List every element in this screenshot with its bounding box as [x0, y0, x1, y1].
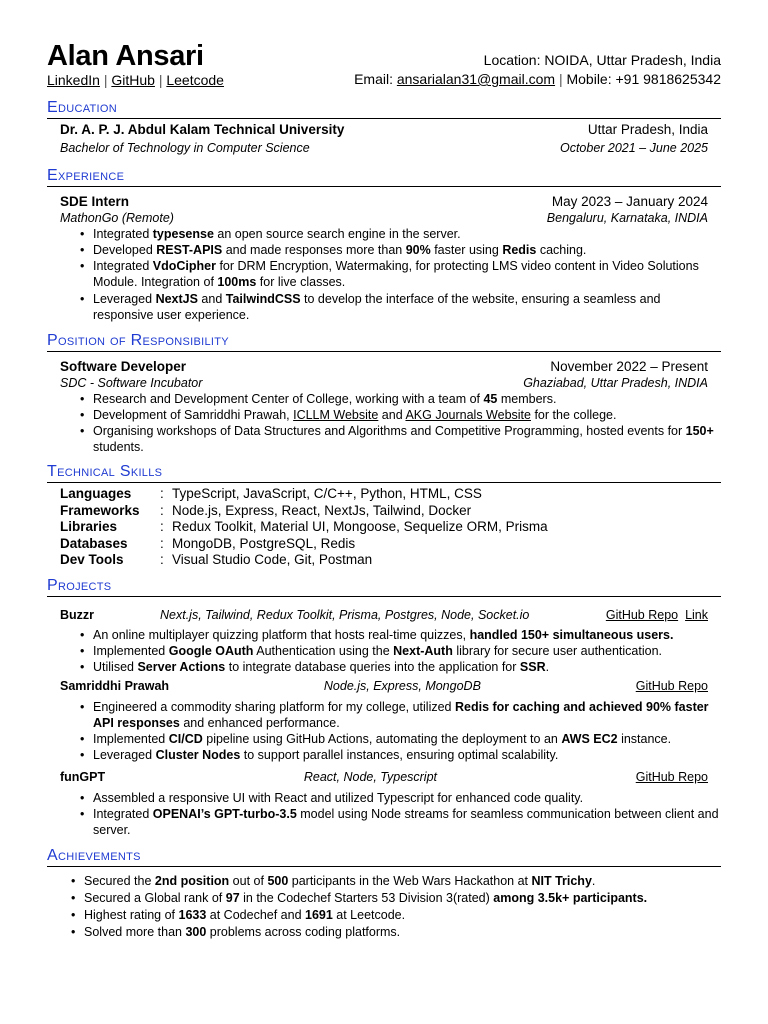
skill-category: Frameworks: [60, 502, 140, 518]
experience-detail-row: [60, 210, 708, 226]
list-item: • Implemented Google OAuth Authentication using the Next-Auth library for secure user authentication.: [93, 643, 721, 659]
github-repo-link[interactable]: GitHub Repo: [635, 769, 708, 784]
link-separator: |: [103, 72, 108, 88]
project-name: funGPT: [60, 769, 106, 784]
header: [47, 40, 721, 92]
skill-category: Languages: [60, 486, 132, 501]
list-item: • Developed REST-APIS and made responses more than 90% faster using Redis caching.: [93, 242, 721, 258]
education-dates: October 2021 – June 2025: [559, 141, 708, 155]
por-row: [60, 358, 708, 375]
skill-colon: :: [160, 502, 164, 518]
company: MathonGo (Remote): [60, 211, 174, 225]
contact-line: [354, 70, 721, 89]
por-role: Software Developer: [60, 359, 187, 374]
prawah-bullets: [47, 699, 721, 763]
por-entry: [47, 358, 721, 391]
skill-values: Redux Toolkit, Material UI, Mongoose, Sequelize ORM, Prisma: [172, 519, 548, 534]
github-link[interactable]: GitHub: [111, 72, 155, 88]
education-row: [60, 121, 708, 138]
project-prawah-header: [47, 678, 721, 695]
por-detail-row: [60, 375, 708, 391]
skill-category: Databases: [60, 535, 128, 551]
skill-row: [60, 486, 721, 503]
resume-page: [47, 40, 721, 941]
list-item: • Integrated OPENAI’s GPT-turbo-3.5 model using Node streams for seamless communication between client and server.: [93, 806, 721, 838]
list-item: • Highest rating of 1633 at Codechef and 1691 at Leetcode.: [84, 907, 721, 924]
live-link[interactable]: Link: [685, 607, 708, 622]
skill-values: TypeScript, JavaScript, C/C++, Python, HTML, CSS: [172, 486, 482, 501]
por-location: Ghaziabad, Uttar Pradesh, INDIA: [523, 376, 708, 390]
skill-colon: :: [160, 552, 164, 567]
project-tech: React, Node, Typescript: [303, 769, 438, 784]
degree: Bachelor of Technology in Computer Science: [60, 141, 310, 155]
list-item: • Solved more than 300 problems across coding platforms.: [84, 924, 721, 941]
linkedin-link[interactable]: LinkedIn: [47, 72, 100, 88]
link-separator: |: [158, 72, 163, 88]
github-repo-link[interactable]: GitHub Repo: [635, 678, 708, 693]
list-item: • Organising workshops of Data Structures and Algorithms and Competitive Programming, hosted events for 150+ students.: [93, 423, 721, 455]
education-heading: Education: [47, 98, 721, 119]
list-item: • Secured the 2nd position out of 500 participants in the Web Wars Hackathon at NIT Trichy.: [84, 873, 721, 890]
candidate-name: Alan Ansari: [47, 40, 204, 72]
buzzr-bullets: [47, 627, 721, 675]
projects-heading: Projects: [47, 576, 721, 597]
skill-category: Libraries: [60, 519, 118, 534]
por-org: SDC - Software Incubator: [60, 376, 203, 390]
email-label: Email:: [354, 71, 397, 87]
project-tech: Node.js, Express, MongoDB: [323, 678, 481, 693]
skill-row: [60, 519, 721, 536]
list-item: • Leveraged NextJS and TailwindCSS to develop the interface of the website, ensuring a seamless and responsive user experience.: [93, 291, 721, 323]
skills-table: [47, 486, 721, 569]
experience-bullets: [47, 226, 721, 323]
por-bullets: [47, 391, 721, 455]
project-links: [636, 769, 708, 786]
skill-category: Dev Tools: [60, 552, 124, 567]
job-dates: May 2023 – January 2024: [551, 194, 708, 209]
skill-values: MongoDB, PostgreSQL, Redis: [172, 535, 356, 551]
skill-row: [60, 536, 721, 553]
company-location: Bengaluru, Karnataka, INDIA: [546, 211, 708, 225]
project-buzzr-header: [47, 607, 721, 624]
experience-heading: Experience: [47, 166, 721, 187]
school-location: Uttar Pradesh, India: [587, 122, 708, 137]
header-left: [47, 40, 224, 92]
email-link[interactable]: ansarialan31@gmail.com: [396, 71, 556, 87]
list-item: • Assembled a responsive UI with React and utilized Typescript for enhanced code quality.: [93, 790, 721, 806]
list-item: • Leveraged Cluster Nodes to support parallel instances, ensuring optimal scalability.: [93, 747, 721, 763]
leetcode-link[interactable]: Leetcode: [166, 72, 224, 88]
experience-entry: [47, 193, 721, 226]
list-item: • Integrated typesense an open source search engine in the server.: [93, 226, 721, 242]
por-dates: November 2022 – Present: [550, 359, 708, 374]
github-repo-link[interactable]: GitHub Repo: [605, 607, 679, 622]
list-item: • Research and Development Center of College, working with a team of 45 members.: [93, 391, 721, 407]
contact-separator: |: [558, 71, 563, 87]
fungpt-bullets: [47, 790, 721, 838]
akg-journals-link[interactable]: AKG Journals Website: [405, 408, 531, 422]
list-item: • Development of Samriddhi Prawah, ICLLM Website and AKG Journals Website for the college.: [93, 407, 721, 423]
skill-row: [60, 552, 721, 569]
skill-row: [60, 503, 721, 520]
skill-colon: :: [160, 486, 164, 501]
skill-colon: :: [160, 519, 164, 534]
list-item: • Utilised Server Actions to integrate database queries into the application for SSR.: [93, 659, 721, 675]
job-role: SDE Intern: [60, 194, 130, 209]
project-links: [636, 678, 708, 695]
list-item: • Implemented CI/CD pipeline using GitHub Actions, automating the deployment to an AWS EC2 instance.: [93, 731, 721, 747]
project-links: [606, 607, 708, 624]
achievements-list: [47, 873, 721, 941]
school-name: Dr. A. P. J. Abdul Kalam Technical University: [60, 122, 345, 137]
project-tech: Next.js, Tailwind, Redux Toolkit, Prisma, Postgres, Node, Socket.io: [160, 607, 530, 622]
por-heading: Position of Responsibility: [47, 331, 721, 352]
mobile-text: Mobile: +91 9818625342: [566, 71, 721, 87]
education-detail-row: [60, 140, 708, 156]
experience-row: [60, 193, 708, 210]
skill-values: Node.js, Express, React, NextJs, Tailwind, Docker: [172, 502, 472, 518]
list-item: • Engineered a commodity sharing platform for my college, utilized Redis for caching and achieved 90% faster API responses and enhanced performance.: [93, 699, 721, 731]
skill-values: Visual Studio Code, Git, Postman: [172, 552, 373, 567]
location-text: Location: NOIDA, Uttar Pradesh, India: [483, 52, 721, 68]
list-item: • Integrated VdoCipher for DRM Encryption, Watermaking, for protecting LMS video content in Video Solutions Module. Integration of 100ms for live classes.: [93, 258, 721, 290]
project-name: Samriddhi Prawah: [60, 678, 170, 693]
skill-colon: :: [160, 535, 164, 551]
profile-links: [47, 72, 224, 89]
list-item: • An online multiplayer quizzing platform that hosts real-time quizzes, handled 150+ simultaneous users.: [93, 627, 721, 643]
achievements-heading: Achievements: [47, 846, 721, 867]
list-item: • Secured a Global rank of 97 in the Codechef Starters 53 Division 3(rated) among 3.5k+ participants.: [84, 890, 721, 907]
project-fungpt-header: [47, 769, 721, 786]
education-entry: [47, 121, 721, 156]
project-name: Buzzr: [60, 607, 95, 622]
skills-heading: Technical Skills: [47, 462, 721, 483]
header-right: [354, 40, 721, 92]
icllm-website-link[interactable]: ICLLM Website: [293, 408, 379, 422]
